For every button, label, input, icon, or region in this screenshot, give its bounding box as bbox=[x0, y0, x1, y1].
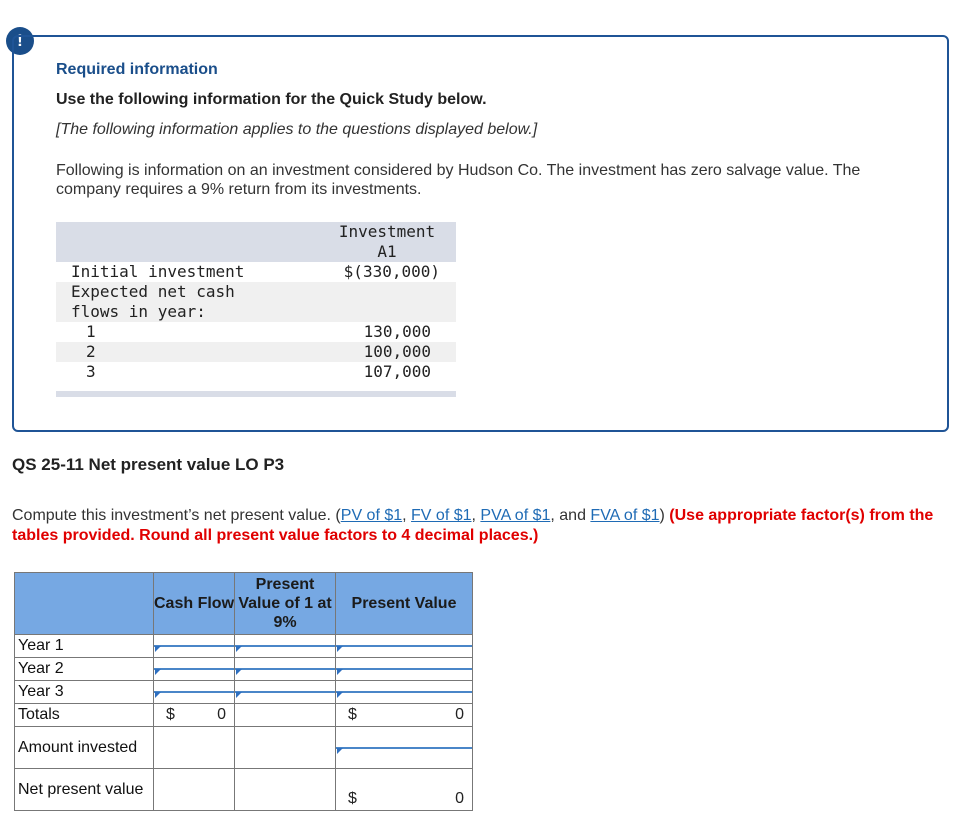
year3-cash-flow-input[interactable] bbox=[154, 691, 234, 693]
row-label: Amount invested bbox=[15, 727, 154, 769]
currency-symbol: $ bbox=[166, 706, 175, 723]
separator: , bbox=[471, 507, 481, 524]
pv-factor-header: Present Value of 1 at 9% bbox=[235, 573, 336, 635]
cash-flow-header: Cash Flow bbox=[154, 573, 235, 635]
use-following-text: Use the following information for the Quick Study below. bbox=[56, 91, 487, 108]
npv-present-value-cell bbox=[336, 769, 473, 811]
currency-symbol: $ bbox=[348, 789, 357, 807]
applies-note: [The following information applies to the questions displayed below.] bbox=[56, 121, 538, 138]
year1-present-value-input[interactable] bbox=[336, 645, 472, 647]
investment-header-id: A1 bbox=[377, 242, 397, 261]
year1-pv-factor-input[interactable] bbox=[235, 645, 335, 647]
currency-symbol: $ bbox=[348, 706, 357, 723]
pva-of-1-link[interactable]: PVA of $1 bbox=[480, 507, 551, 524]
npv-pv-factor-cell bbox=[235, 769, 336, 811]
cash-flow-value: 130,000 bbox=[363, 322, 431, 341]
year3-present-value-cell[interactable] bbox=[336, 681, 473, 704]
totals-present-value-value: 0 bbox=[455, 706, 464, 723]
grid-header-row bbox=[15, 573, 473, 635]
year1-pv-factor-cell[interactable] bbox=[235, 635, 336, 658]
year3-present-value-input[interactable] bbox=[336, 691, 472, 693]
year2-cash-flow-input[interactable] bbox=[154, 668, 234, 670]
table-row bbox=[15, 635, 473, 658]
cash-flows-label-cont: flows in year: bbox=[71, 302, 206, 321]
row-label-header bbox=[15, 573, 154, 635]
investment-description: Following is information on an investment considered by Hudson Co. The investment has zero salvage value. The company requires a 9% return from its investments. bbox=[56, 162, 861, 198]
year2-pv-factor-cell[interactable] bbox=[235, 658, 336, 681]
question-prompt bbox=[12, 506, 957, 546]
prompt-text: Compute this investment’s net present value. ( bbox=[12, 507, 341, 524]
data-table-bottom-border bbox=[56, 391, 456, 397]
required-information-heading: Required information bbox=[56, 61, 218, 78]
amount-invested-row bbox=[15, 727, 473, 769]
year1-cash-flow-input[interactable] bbox=[154, 645, 234, 647]
cash-flow-value: 107,000 bbox=[363, 362, 431, 381]
table-row bbox=[15, 681, 473, 704]
initial-investment-value: $(330,000) bbox=[343, 262, 440, 281]
row-label: Totals bbox=[15, 704, 154, 727]
investment-header: Investment bbox=[338, 222, 436, 241]
pv-of-1-link[interactable]: PV of $1 bbox=[340, 507, 403, 524]
row-label: Year 3 bbox=[15, 681, 154, 704]
amount-invested-cash-flow-cell bbox=[154, 727, 235, 769]
year3-pv-factor-cell[interactable] bbox=[235, 681, 336, 704]
year1-present-value-cell[interactable] bbox=[336, 635, 473, 658]
initial-investment-label: Initial investment bbox=[71, 262, 245, 281]
table-row bbox=[15, 658, 473, 681]
separator: , bbox=[402, 507, 412, 524]
separator: ) bbox=[659, 507, 665, 524]
year2-present-value-cell[interactable] bbox=[336, 658, 473, 681]
year3-pv-factor-input[interactable] bbox=[235, 691, 335, 693]
amount-invested-pv-factor-cell bbox=[235, 727, 336, 769]
totals-row bbox=[15, 704, 473, 727]
alert-icon: ! bbox=[6, 27, 34, 55]
year-number: 3 bbox=[86, 362, 96, 381]
row-label: Year 2 bbox=[15, 658, 154, 681]
npv-cash-flow-cell bbox=[154, 769, 235, 811]
row-label: Net present value bbox=[15, 769, 154, 811]
fv-of-1-link[interactable]: FV of $1 bbox=[411, 507, 472, 524]
present-value-header: Present Value bbox=[336, 573, 473, 635]
amount-invested-present-value-cell[interactable] bbox=[336, 727, 473, 769]
cash-flows-label: Expected net cash bbox=[71, 282, 235, 301]
npv-value: 0 bbox=[455, 789, 464, 807]
year2-present-value-input[interactable] bbox=[336, 668, 472, 670]
row-label: Year 1 bbox=[15, 635, 154, 658]
npv-row bbox=[15, 769, 473, 811]
totals-cash-flow-cell bbox=[154, 704, 235, 727]
totals-pv-factor-cell bbox=[235, 704, 336, 727]
year3-cash-flow-cell[interactable] bbox=[154, 681, 235, 704]
rounding-instruction: (Use appropriate factor(s) from the tables provided. Round all present value factors to 4 decimal places.) bbox=[12, 507, 934, 544]
year-number: 1 bbox=[86, 322, 96, 341]
question-title: QS 25-11 Net present value LO P3 bbox=[12, 455, 285, 474]
year2-pv-factor-input[interactable] bbox=[235, 668, 335, 670]
separator: , and bbox=[550, 507, 591, 524]
year1-cash-flow-cell[interactable] bbox=[154, 635, 235, 658]
fva-of-1-link[interactable]: FVA of $1 bbox=[590, 507, 660, 524]
amount-invested-input[interactable] bbox=[336, 747, 472, 749]
cash-flow-value: 100,000 bbox=[363, 342, 431, 361]
year-number: 2 bbox=[86, 342, 96, 361]
totals-present-value-cell bbox=[336, 704, 473, 727]
totals-cash-flow-value: 0 bbox=[217, 706, 226, 723]
npv-answer-grid bbox=[14, 572, 473, 811]
year2-cash-flow-cell[interactable] bbox=[154, 658, 235, 681]
